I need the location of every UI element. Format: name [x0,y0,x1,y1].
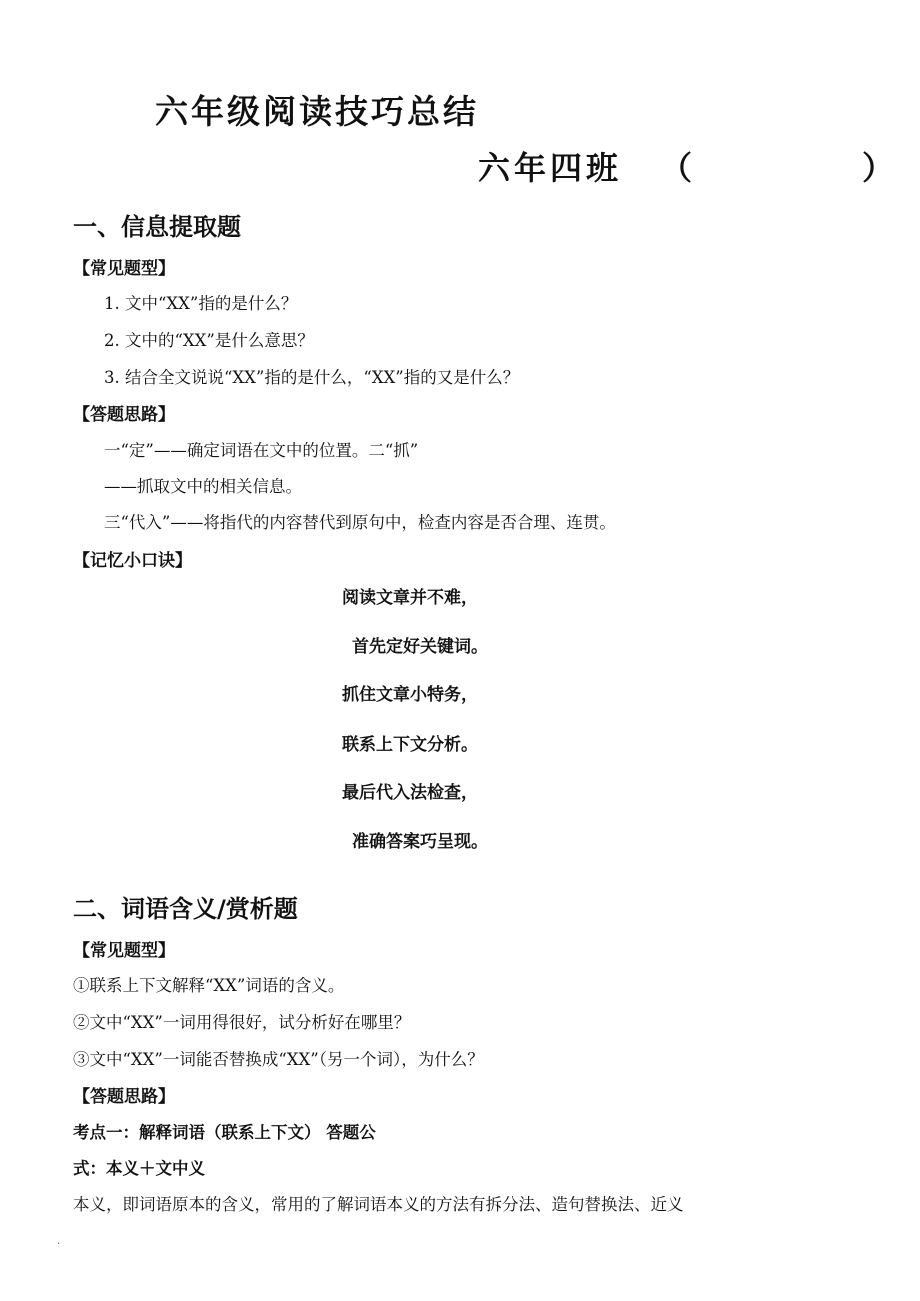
section1-heading: 一、信息提取题 [73,213,241,241]
rhyme-line-5: 最后代入法检查， [342,783,478,803]
rhyme-line-6: 准确答案巧呈现。 [352,832,488,852]
page-title: 六年级阅读技巧总结 [155,92,479,131]
section2-heading: 二、词语含义/赏析题 [73,895,298,923]
footer-mark: . [57,1236,61,1247]
rhyme-line-3: 抓住文章小特务， [342,685,478,705]
point1-line-b: 式：本义＋文中义 [73,1159,205,1178]
section1-approach-3: 三“代入”——将指代的内容替代到原句中，检查内容是否合理、连贯。 [104,513,616,532]
section2-type-2: ②文中“XX”一词用得很好，试分析好在哪里？ [73,1013,411,1032]
section1-type-2: 2. 文中的“XX”是什么意思？ [104,331,314,350]
name-blank-open-paren: （ [660,149,693,187]
rhyme-line-1: 阅读文章并不难， [342,588,478,608]
section2-type-3: ③文中“XX”一词能否替换成“XX”（另一个词），为什么？ [73,1050,484,1069]
section1-approach-tag: 【答题思路】 [73,405,175,425]
section1-types-tag: 【常见题型】 [73,259,175,279]
section2-approach-tag: 【答题思路】 [73,1087,175,1107]
section1-approach-2: ——抓取文中的相关信息。 [104,477,302,496]
section2-types-tag: 【常见题型】 [73,941,175,961]
section1-memory-tag: 【记忆小口诀】 [73,551,192,571]
class-label: 六年四班 [478,149,623,187]
section1-type-3: 3. 结合全文说说“XX”指的是什么，“XX”指的又是什么？ [104,368,520,387]
section2-type-1: ①联系上下文解释“XX”词语的含义。 [73,976,345,995]
section2-body-line: 本义，即词语原本的含义，常用的了解词语本义的方法有拆分法、造句替换法、近义 [73,1195,684,1214]
name-blank-close-paren: ） [862,149,895,187]
section1-approach-1: 一“定”——确定词语在文中的位置。二“抓” [104,441,419,460]
section1-type-1: 1. 文中“XX”指的是什么？ [104,294,298,313]
rhyme-line-4: 联系上下文分析。 [342,735,478,755]
point1-line-a: 考点一：解释词语（联系上下文） 答题公 [73,1123,376,1142]
rhyme-line-2: 首先定好关键词。 [352,637,488,657]
